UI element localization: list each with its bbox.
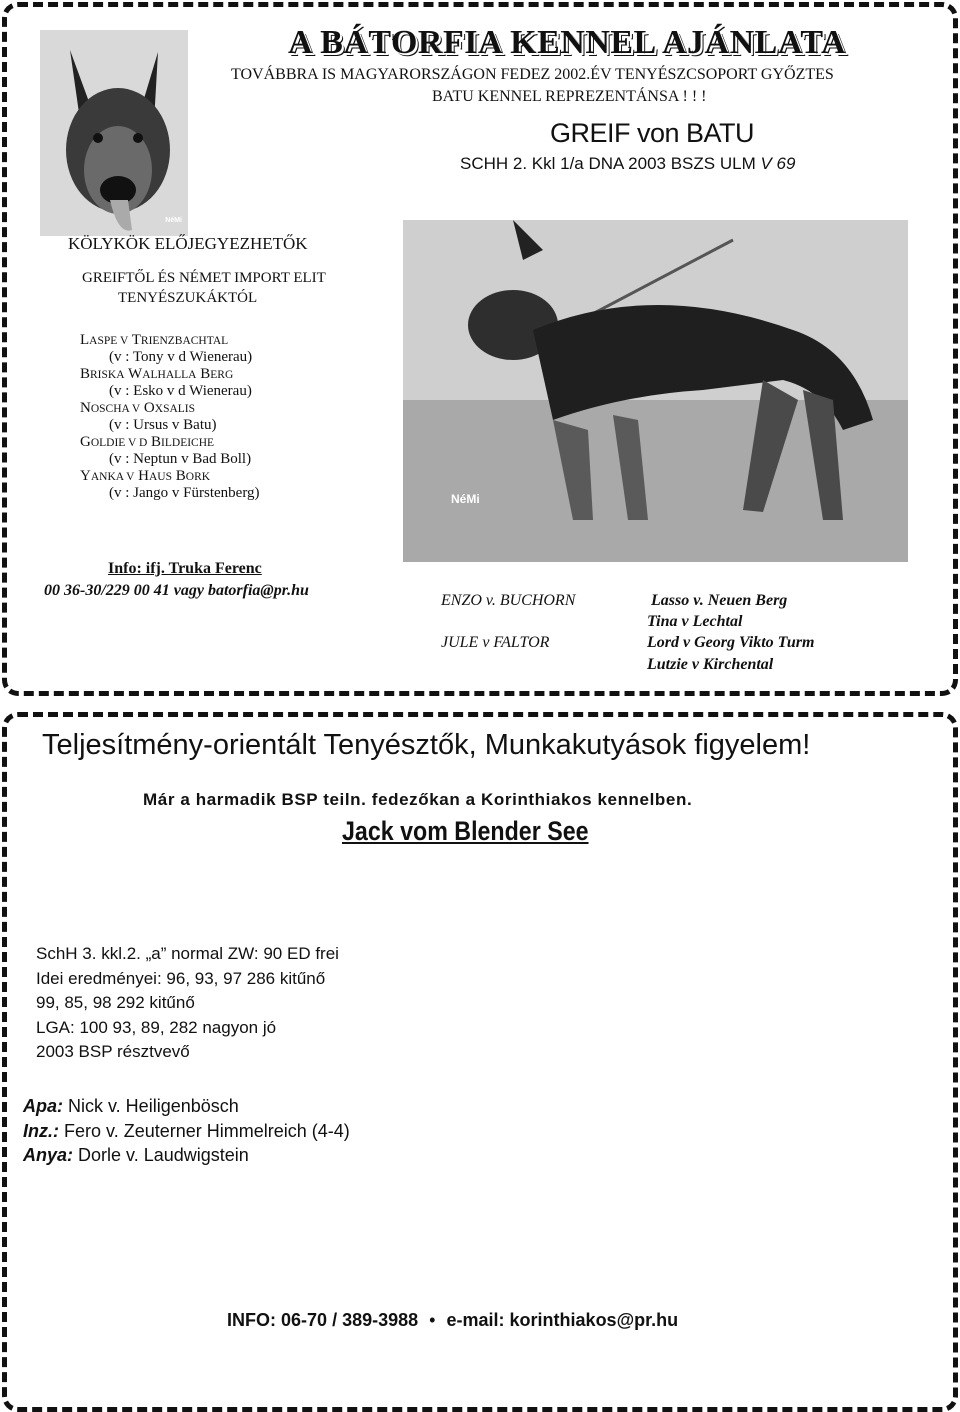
- email-label: e-mail:: [446, 1310, 505, 1330]
- pedigree-sire: ENZO v. BUCHORN: [441, 592, 576, 609]
- female-4-initial2: B: [151, 434, 162, 450]
- bottom-headline: Teljesítmény-orientált Tenyésztők, Munkakutyások figyelem!: [42, 729, 811, 761]
- female-5-rest2: AUS: [149, 471, 173, 483]
- female-5-sire: (v : Jango v Fürstenberg): [109, 485, 260, 501]
- female-4: [80, 434, 380, 451]
- pedigree-dam-dam: Lutzie v Kirchental: [647, 656, 774, 673]
- pedigree-dam: JULE v FALTOR: [441, 634, 550, 651]
- stud-name: GREIF von BATU: [550, 118, 755, 148]
- female-2-initial3: B: [200, 366, 211, 382]
- female-1-initial2: T: [131, 332, 141, 348]
- female-4-rest: OLDIE V D: [90, 437, 148, 449]
- female-5-rest: ANKA V: [90, 471, 135, 483]
- female-5: [80, 468, 380, 485]
- female-5-rest3: ORK: [185, 471, 211, 483]
- female-3-rest: OSCHA V: [90, 403, 141, 415]
- inz-value: Fero v. Zeuterner Himmelreich (4-4): [64, 1120, 350, 1141]
- female-1-initial: L: [80, 332, 90, 348]
- pedigree-sire-dam: Tina v Lechtal: [647, 613, 743, 630]
- female-2-rest2: ALHALLA: [142, 369, 197, 381]
- puppies-available: KÖLYKÖK ELŐJEGYEZHETŐK: [68, 234, 308, 253]
- email-address[interactable]: korinthiakos@pr.hu: [509, 1310, 679, 1330]
- import-line-1: GREIFTŐL ÉS NÉMET IMPORT ELIT: [82, 270, 326, 286]
- female-3-initial2: O: [143, 400, 155, 416]
- dog-standing-illustration: [403, 220, 908, 562]
- female-3-initial: N: [80, 400, 91, 416]
- import-line-2: TENYÉSZUKÁKTÓL: [118, 290, 258, 306]
- bullet: •: [429, 1310, 436, 1330]
- female-4-sire: (v : Neptun v Bad Boll): [109, 451, 252, 467]
- bloodline-apa: [23, 1094, 350, 1119]
- bloodline-inz: [23, 1119, 350, 1144]
- female-2-initial: B: [80, 366, 91, 382]
- female-3: [80, 400, 380, 417]
- apa-label: Apa:: [23, 1096, 63, 1116]
- stud-titles-text: SCHH 2. Kkl 1/a DNA 2003 BSZS ULM: [460, 154, 756, 173]
- female-2: [80, 366, 380, 383]
- result-line-4: LGA: 100 93, 89, 282 nagyon jó: [36, 1017, 277, 1037]
- female-2-rest3: ERG: [210, 369, 234, 381]
- info-contact-line: 00 36-30/229 00 41 vagy batorfia@pr.hu: [44, 582, 309, 599]
- female-1-rest2: RIENZBACHTAL: [140, 335, 229, 347]
- result-line-2: Idei eredményei: 96, 93, 97 286 kitűnő: [36, 968, 326, 988]
- female-2-rest: RISKA: [90, 369, 125, 381]
- anya-label: Anya:: [23, 1145, 74, 1165]
- apa-value: Nick v. Heiligenbösch: [68, 1096, 239, 1116]
- top-ad-title: A BÁTORFIA KENNEL AJÁNLATA: [288, 24, 847, 61]
- female-1-rest: ASPE V: [89, 335, 129, 347]
- phone-rest: / 389-3988: [332, 1310, 419, 1330]
- result-line-5: 2003 BSP résztvevő: [36, 1042, 190, 1061]
- stud-titles: [460, 154, 795, 174]
- phone-prefix: 06-70: [281, 1310, 328, 1330]
- bloodline-anya: [23, 1143, 350, 1168]
- female-5-initial: Y: [80, 468, 91, 484]
- bottom-subline: Már a harmadik BSP teiln. fedezőkan a Korinthiakos kennelben.: [143, 790, 693, 809]
- info-contact-name: Info: ifj. Truka Ferenc: [108, 560, 262, 577]
- female-list: [80, 332, 380, 502]
- results-list: [36, 942, 339, 1065]
- photo-watermark-2: NéMi: [451, 492, 480, 506]
- top-ad-subtitle-2: BATU KENNEL REPREZENTÁNSA ! ! !: [432, 88, 707, 105]
- info-label: INFO:: [227, 1310, 276, 1330]
- female-5-initial2: H: [138, 468, 149, 484]
- pedigree-dam-sire: Lord v Georg Vikto Turm: [647, 634, 815, 651]
- dog-head-illustration: [40, 30, 188, 236]
- female-2-initial2: W: [128, 366, 143, 382]
- female-5-initial3: B: [175, 468, 186, 484]
- dog-standing-photo: [403, 220, 908, 562]
- top-ad-subtitle-1: TOVÁBBRA IS MAGYARORSZÁGON FEDEZ 2002.ÉV TENYÉSZCSOPORT GYŐZTES: [231, 66, 834, 83]
- pedigree-sire-sire: Lasso v. Neuen Berg: [651, 592, 788, 609]
- anya-value: Dorle v. Laudwigstein: [78, 1145, 249, 1165]
- female-4-rest2: ILDEICHE: [161, 437, 215, 449]
- female-2-sire: (v : Esko v d Wienerau): [109, 383, 252, 399]
- inz-label: Inz.:: [23, 1120, 59, 1141]
- stud-dog-name: Jack vom Blender See: [342, 816, 589, 846]
- bloodline: [23, 1094, 350, 1168]
- female-1: [80, 332, 380, 349]
- result-line-1: SchH 3. kkl.2. „a” normal ZW: 90 ED frei: [36, 944, 339, 963]
- stud-rating: V 69: [760, 154, 796, 173]
- female-3-rest2: XSALIS: [154, 403, 196, 415]
- bottom-contact: [227, 1310, 678, 1331]
- photo-watermark: NéMi: [165, 217, 182, 224]
- female-4-initial: G: [80, 434, 91, 450]
- female-1-sire: (v : Tony v d Wienerau): [109, 349, 253, 365]
- dog-head-photo: [40, 30, 188, 236]
- result-line-3: 99, 85, 98 292 kitűnő: [36, 993, 195, 1012]
- female-3-sire: (v : Ursus v Batu): [109, 417, 217, 433]
